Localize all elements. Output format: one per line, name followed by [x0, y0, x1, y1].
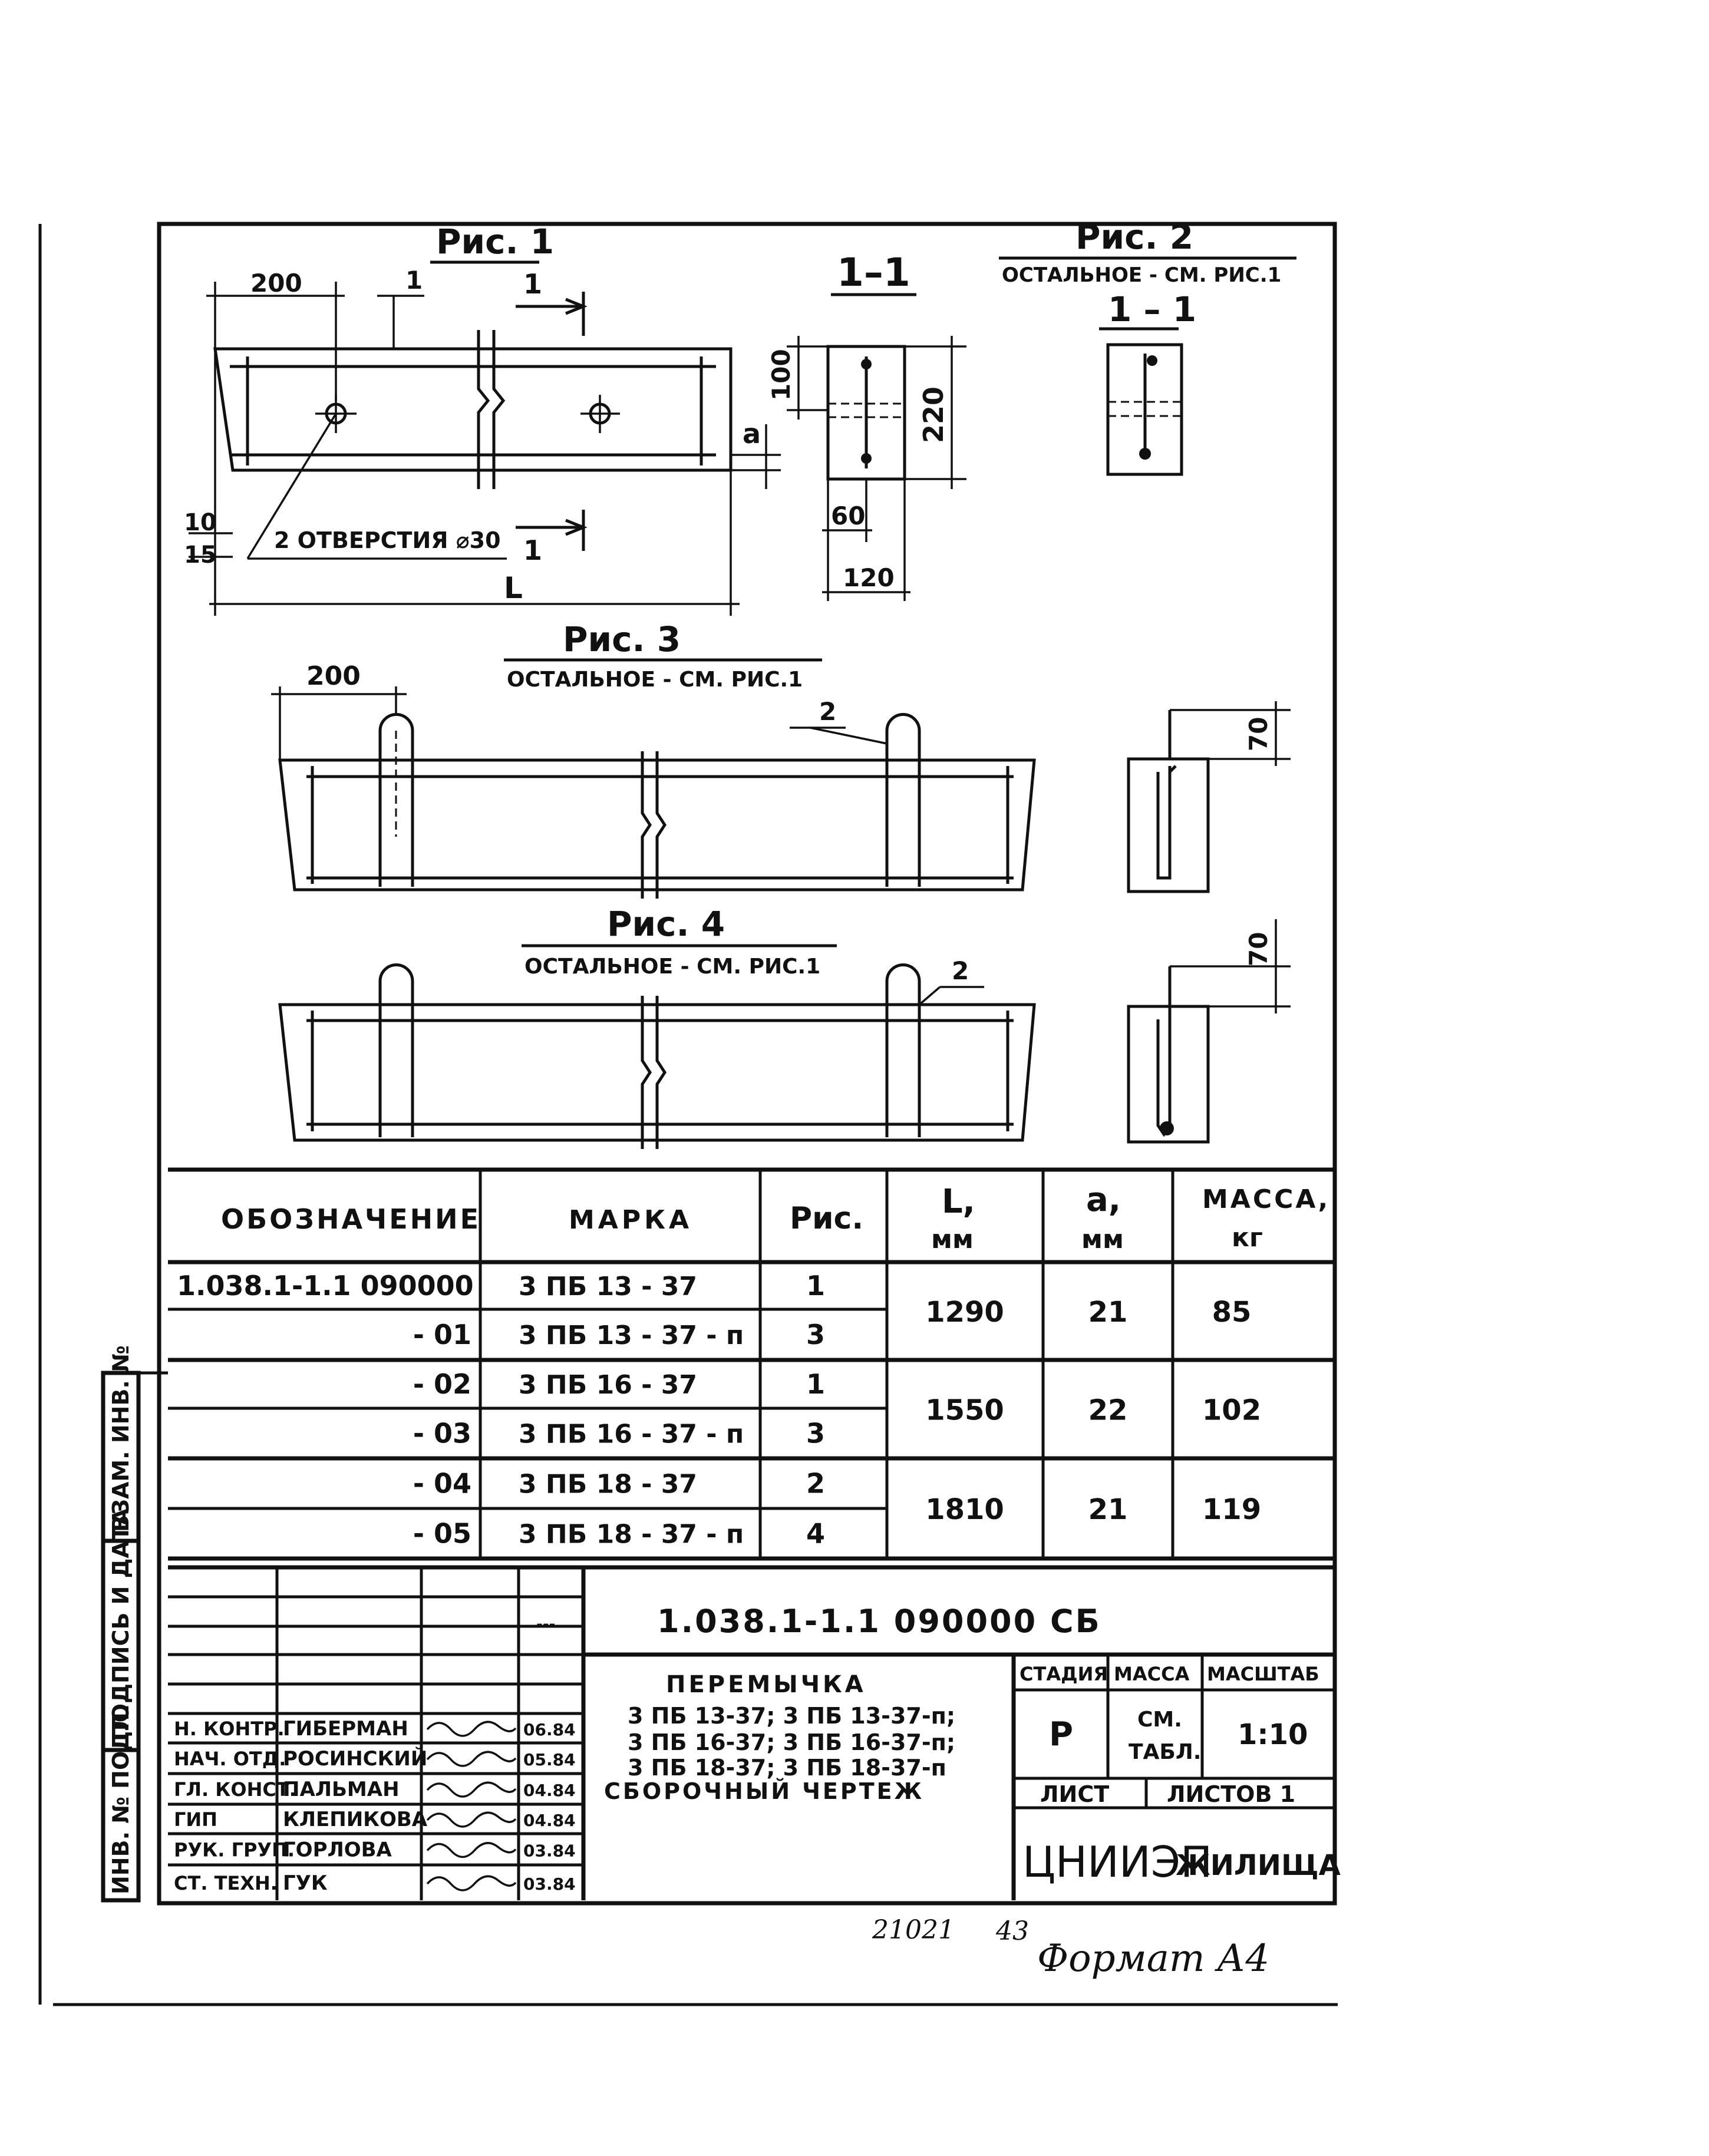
fig3-dim-70: 70 [1244, 717, 1273, 751]
fig2-bottom-dot [1139, 448, 1151, 460]
fig1-title: Рис. 1 [436, 222, 555, 262]
signer-date: 05.84 [523, 1750, 576, 1769]
signer-date: 04.84 [523, 1781, 576, 1800]
sec11-dim-120: 120 [843, 563, 895, 592]
cell-marka: 3 ПБ 16 - 37 - п [519, 1419, 744, 1450]
fig1-dim-a: а [743, 418, 761, 450]
side-inv: ИНВ. № ПОДЛ. [108, 1703, 134, 1894]
cell-marka: 3 ПБ 13 - 37 - п [519, 1320, 744, 1351]
fig3-note: ОСТАЛЬНОЕ - СМ. РИС.1 [507, 668, 803, 692]
figure-3 [271, 619, 1291, 899]
signer-name: ГИБЕРМАН [283, 1717, 408, 1741]
th-a: а, [1086, 1181, 1121, 1219]
tb-listov: ЛИСТОВ 1 [1167, 1781, 1296, 1807]
fig3-dim-200: 200 [306, 661, 361, 691]
figure-4 [280, 904, 1291, 1149]
signer-role: Н. КОНТР. [174, 1718, 285, 1740]
th-marka: МАРКА [569, 1205, 693, 1235]
signer-date: 03.84 [523, 1874, 576, 1894]
sec11-top-dot [861, 359, 872, 369]
footer-format: Формат А4 [1037, 1937, 1270, 1980]
cell-oboznachenie: - 04 [413, 1467, 471, 1500]
signer-date: 06.84 [523, 1720, 576, 1739]
cell-ris: 1 [806, 1270, 826, 1302]
tb-masshtab: 1:10 [1238, 1718, 1308, 1751]
fig1-pos-1: 1 [405, 266, 423, 295]
fig3-leader-2 [810, 728, 887, 744]
signer-date: 04.84 [523, 1811, 576, 1830]
cell-oboznachenie: - 05 [413, 1517, 471, 1550]
tb-line1: 3 ПБ 13-37; 3 ПБ 13-37-п; [628, 1703, 956, 1729]
th-a-unit: мм [1081, 1224, 1124, 1254]
fig4-pos-2: 2 [952, 956, 969, 985]
signer-role: РУК. ГРУП. [174, 1838, 295, 1861]
fig1-holes-label: 2 ОТВЕРСТИЯ ⌀30 [274, 527, 501, 553]
fig4-side-loop [1158, 966, 1170, 1134]
fig2-sec: 1 – 1 [1108, 289, 1197, 329]
signature [427, 1876, 516, 1890]
fig1-dim-15: 15 [184, 542, 217, 569]
tb-massa-h: МАССА [1114, 1663, 1190, 1685]
signer-name: ГОРЛОВА [283, 1838, 392, 1862]
fig4-break-line-1 [642, 996, 650, 1149]
tb-masshtab-h: МАСШТАБ [1207, 1663, 1319, 1685]
cell-oboznachenie: 1.038.1-1.1 090000 [177, 1270, 474, 1302]
side-vzam: ВЗАМ. ИНВ. № [108, 1345, 134, 1532]
fig4-leader-2 [919, 987, 940, 1005]
tb-code: 1.038.1-1.1 090000 СБ [657, 1603, 1101, 1640]
signature [427, 1752, 516, 1766]
figure-1 [184, 222, 781, 616]
signer-name: ПАЛЬМАН [283, 1778, 400, 1801]
tb-line4: СБОРОЧНЫЙ ЧЕРТЕЖ [604, 1778, 925, 1804]
fig3-title: Рис. 3 [563, 619, 681, 659]
figure-2 [999, 217, 1296, 474]
fig3-pos-2: 2 [819, 697, 837, 726]
cell-ris: 3 [806, 1417, 826, 1450]
signer-role: СТ. ТЕХН. [174, 1872, 278, 1894]
cell-oboznachenie: - 02 [413, 1368, 471, 1400]
fig4-note: ОСТАЛЬНОЕ - СМ. РИС.1 [524, 955, 821, 979]
signature [427, 1782, 516, 1797]
cell-mass: 102 [1202, 1394, 1262, 1427]
cell-length: 1550 [925, 1394, 1004, 1427]
signer-role: ГЛ. КОНСТ. [174, 1778, 296, 1801]
cell-length: 1290 [925, 1296, 1004, 1329]
fig1-dim-200: 200 [250, 269, 302, 298]
fig1-sec-mark-bot: 1 [523, 534, 543, 566]
th-L: L, [942, 1183, 975, 1221]
cell-a: 21 [1088, 1296, 1128, 1329]
tb-massa-2: ТАБЛ. [1129, 1740, 1202, 1764]
cell-marka: 3 ПБ 13 - 37 [519, 1272, 697, 1302]
fig1-break-line-2 [494, 330, 503, 489]
th-oboznachenie: ОБОЗНАЧЕНИЕ [221, 1203, 481, 1235]
fig4-lifting-loop-right [887, 965, 919, 1138]
th-mass: МАССА, [1202, 1184, 1331, 1214]
sec11-dim-60: 60 [831, 501, 866, 530]
fig4-dim-70: 70 [1244, 932, 1273, 966]
footer [872, 1915, 1269, 1980]
sec11-dim-100: 100 [767, 349, 796, 401]
signature [427, 1722, 516, 1736]
fig1-break-line [479, 330, 488, 489]
signer-role: ГИП [174, 1808, 217, 1831]
cell-length: 1810 [925, 1493, 1004, 1526]
sec11-bottom-dot [861, 453, 872, 464]
tb-list: ЛИСТ [1040, 1781, 1110, 1807]
th-mass-unit: кг [1232, 1223, 1263, 1253]
fig2-title: Рис. 2 [1075, 217, 1194, 257]
fig2-note: ОСТАЛЬНОЕ - СМ. РИС.1 [1002, 263, 1282, 287]
tb-stadia-h: СТАДИЯ [1020, 1663, 1108, 1685]
cell-marka: 3 ПБ 18 - 37 - п [519, 1519, 744, 1550]
fig3-side-loop [1158, 710, 1176, 878]
cell-oboznachenie: - 01 [413, 1319, 471, 1351]
tb-line3: 3 ПБ 18-37; 3 ПБ 18-37-п [628, 1755, 946, 1781]
tb-dash: --- [536, 1613, 556, 1634]
sec11-title: 1–1 [837, 250, 910, 295]
cell-ris: 3 [806, 1319, 826, 1351]
cell-ris: 4 [806, 1517, 826, 1550]
cell-oboznachenie: - 03 [413, 1417, 471, 1450]
tb-title: ПЕРЕМЫЧКА [666, 1671, 866, 1698]
tb-org-2: ЖИЛИЩА [1176, 1849, 1341, 1882]
signer-name: ГУК [283, 1871, 328, 1895]
tb-line2: 3 ПБ 16-37; 3 ПБ 16-37-п; [628, 1729, 956, 1755]
cell-mass: 119 [1202, 1493, 1262, 1526]
fig4-title: Рис. 4 [607, 904, 725, 944]
signer-name: РОСИНСКИЙ [283, 1747, 428, 1771]
section-1-1 [767, 250, 966, 601]
cell-a: 22 [1088, 1394, 1128, 1427]
fig1-dim-L: L [504, 571, 523, 605]
fig1-dim-10: 10 [184, 509, 217, 536]
fig4-side-dot [1160, 1121, 1174, 1135]
th-L-unit: мм [931, 1224, 974, 1254]
signature [427, 1812, 516, 1827]
tb-stadia: Р [1049, 1715, 1074, 1754]
cell-a: 21 [1088, 1493, 1128, 1526]
cell-marka: 3 ПБ 18 - 37 [519, 1469, 697, 1500]
signer-date: 03.84 [523, 1841, 576, 1861]
cell-marka: 3 ПБ 16 - 37 [519, 1370, 697, 1400]
fig4-lifting-loop-left [380, 965, 413, 1138]
fig1-sec-mark-top: 1 [523, 268, 543, 300]
cell-mass: 85 [1212, 1296, 1252, 1329]
tb-massa-1: СМ. [1137, 1708, 1182, 1732]
footer-page: 43 [996, 1916, 1029, 1946]
side-podp: ПОДПИСЬ И ДАТА [108, 1508, 134, 1741]
signer-role: НАЧ. ОТД. [174, 1748, 286, 1770]
signature [427, 1843, 516, 1857]
sec11-dim-220: 220 [918, 386, 949, 443]
cell-ris: 2 [806, 1467, 826, 1500]
fig4-break-line-2 [657, 996, 665, 1149]
tb-org-1: ЦНИИЭП [1022, 1837, 1213, 1887]
footer-number: 21021 [872, 1915, 955, 1945]
spec-table [168, 1170, 1335, 1559]
signer-name: КЛЕПИКОВА [283, 1808, 428, 1831]
th-ris: Рис. [790, 1201, 864, 1236]
fig3-lifting-loop-right [887, 715, 919, 887]
cell-ris: 1 [806, 1368, 826, 1400]
fig2-top-dot [1147, 355, 1157, 366]
